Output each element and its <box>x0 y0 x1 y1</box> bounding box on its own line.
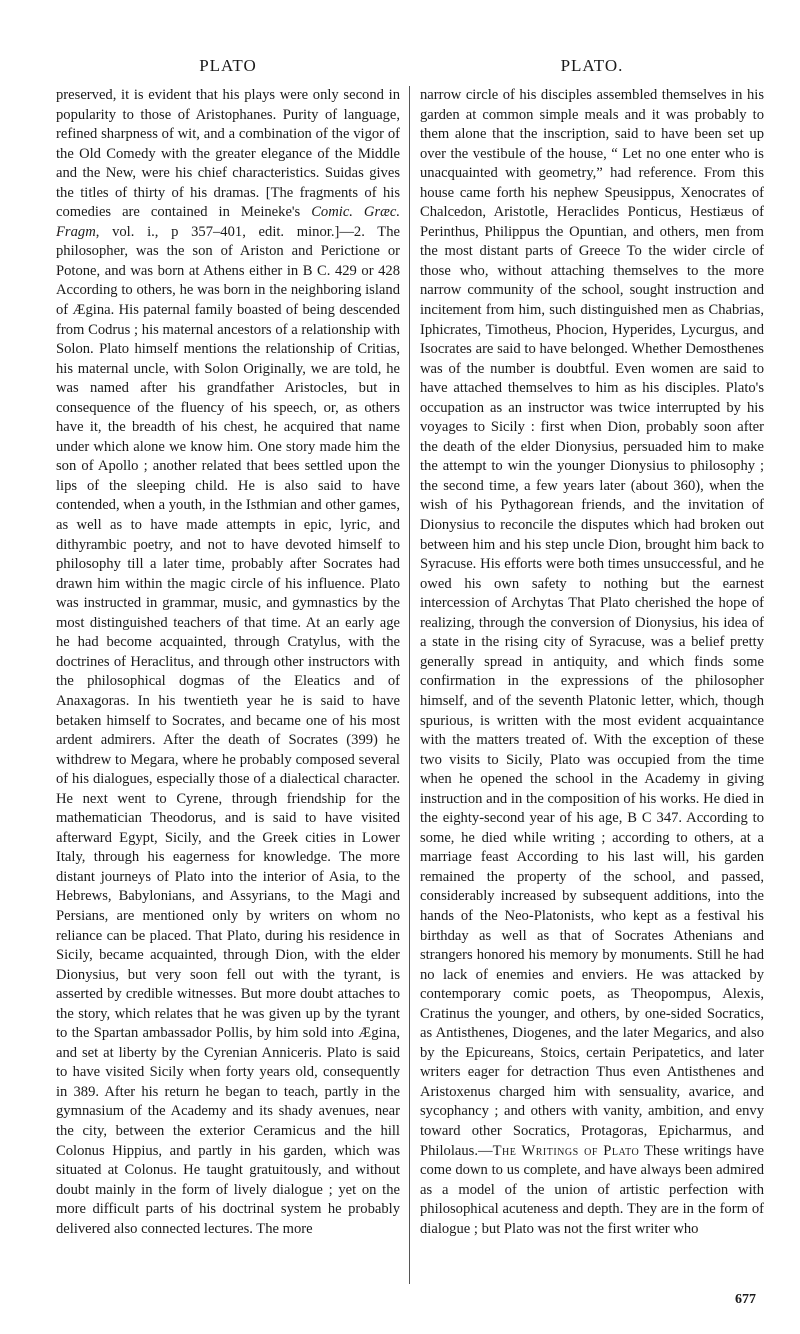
text-column-left <box>56 86 400 1239</box>
body-text: narrow circle of his disciples assembled themselves in his garden at common simple meals and it was probably to them alone that the inscription, said to have been set up over the vestibule of the house, “ Let no one enter who is unacquainted with geometry,” had reference. From this house came forth his nephew Speusippus, Xenocrates of Chalcedon, Aristotle, Heraclides Ponticus, Hestiæus of Perinthus, Philippus the Opuntian, and others, men from the most distant parts of Greece To the wider circle of those who, without attaching themselves to the more narrow community of the school, sought instruction and incitement from him, such distinguished men as Chabrias, Iphicrates, Timotheus, Phocion, Hyperides, Lycurgus, and Isocrates are said to have belonged. Whether Demosthenes was of the number is doubtful. Even women are said to have attached themselves to him as his disciples. Plato's occupation as an instructor was twice interrupted by his voyages to Sicily : first when Dion, probably soon after the death of the elder Dionysius, persuaded him to make the attempt to win the younger Dionysius to philosophy ; the second time, a few years later (about 360), when the wish of his Pythagorean friends, and the invitation of Dionysius to reconcile the disputes which had broken out between him and his step uncle Dion, brought him back to Syracuse. His efforts were both times unsuccessful, and he owed his own safety to nothing but the earnest intercession of Archytas That Plato cherished the hope of realizing, through the conversion of Dionysius, his idea of a state in the rising city of Syracuse, was a belief pretty generally spread in antiquity, and which finds some confirmation in the expressions of the philosopher himself, and of the seventh Platonic letter, which, though spurious, is written with the most evident acquaintance with the matters treated of. With the exception of these two visits to Sicily, Plato was occupied from the time when he opened the school in the Academy in giving instruction and in the composition of his works. He died in the eighty-second year of his age, B C 347. According to some, he died while writing ; according to others, at a marriage feast According to his last will, his garden remained the property of the school, and passed, considerably increased by subsequent additions, into the hands of the Neo-Platonists, who kept as a festival his birthday as well as that of Socrates Athenians and strangers honored his memory by monuments. Still he had no lack of enemies and enviers. He was attacked by contemporary comic poets, as Theopompus, Alexis, Cratinus the younger, and others, by one-sided Socratics, as Antisthenes, Diogenes, and the later Megarics, and also by the Epicureans, Stoics, certain Peripatetics, and later writers eager for detraction Thus even Antisthenes and Aristoxenus charged him with sensuality, avarice, and sycophancy ; and others with vanity, ambition, and envy toward other Socratics, Protagoras, Epicharmus, and Philolaus.— <box>420 87 764 1159</box>
entry-paragraph <box>420 86 764 1239</box>
section-heading: The Writings of Plato <box>492 1142 640 1159</box>
entry-paragraph <box>56 86 400 1239</box>
running-header-left: PLATO <box>199 56 257 75</box>
body-text: , vol. i., p 357–401, edit. minor.]—2. The philosopher, was the son of Ariston and Perictione or Potone, and was born at Athens either in B C. 429 or 428 According to others, he was born in the neighboring island of Ægina. His paternal family boasted of being descended from Codrus ; his maternal ancestors of a relationship with Solon. Plato himself mentions the relationship of Critias, his maternal uncle, with Solon Originally, we are told, he was named after his grandfather Aristocles, but in consequence of the fluency of his speech, or, as others have it, the breadth of his chest, he acquired that name under which alone we know him. One story made him the son of Apollo ; another related that bees settled upon the lips of the sleeping child. He is also said to have contended, when a youth, in the Isthmian and other games, as well as to have made attempts in epic, lyric, and dithyrambic poetry, and not to have devoted himself to philosophy till a later time, probably after Socrates had drawn him within the magic circle of his influence. Plato was instructed in grammar, music, and gymnastics by the most distinguished teachers of that time. At an early age he had become acquainted, through Cratylus, with the doctrines of Heraclitus, and through other instructors with the philosophical dogmas of the Eleatics and of Anaxagoras. In his twentieth year he is said to have betaken himself to Socrates, and became one of his most ardent admirers. After the death of Socrates (399) he withdrew to Megara, where he probably composed several of his dialogues, especially those of a dialectical character. He next went to Cyrene, through friendship for the mathematician Theodorus, and is said to have visited afterward Egypt, Sicily, and the Greek cities in Lower Italy, through his eagerness for knowledge. The more distant journeys of Plato into the interior of Asia, to the Hebrews, Babylonians, and Assyrians, to the Magi and Persians, are mentioned only by writers on whom no reliance can be placed. That Plato, during his residence in Sicily, became acquainted, through Dion, with the elder Dionysius, but very soon fell out with the tyrant, is asserted by credible witnesses. But more doubt attaches to the story, which relates that he was given up by the tyrant to the Spartan ambassador Pollis, by him sold into Ægina, and set at liberty by the Cyrenian Anniceris. Plato is said to have visited Sicily when forty years old, consequently in 389. After his return he began to teach, partly in the gymnasium of the Academy and its shady avenues, near the city, between the exterior Ceramicus and the hill Colonus Hippius, and partly in his garden, which was situated at Colonus. He taught gratuitously, and without doubt mainly in the form of lively dialogue ; yet on the more difficult parts of his doctrinal system he probably delivered also connected lectures. The more <box>56 223 400 1237</box>
running-header-right: PLATO. <box>560 56 624 75</box>
page-number: 677 <box>735 1292 756 1307</box>
column-divider <box>409 86 410 1284</box>
body-text: These writings have come down to us complete, and have always been admired as a model of the union of artistic perfection with philosophical acuteness and depth. They are in the form of dialogue ; but Plato was not the first writer who <box>420 1142 764 1237</box>
running-headers <box>56 56 764 84</box>
citation-title: Comic. Græc. Fragm <box>56 204 400 240</box>
body-text: preserved, it is evident that his plays were only second in popularity to those of Aristophanes. Purity of language, refined sharpness of wit, and a combination of the vigor of the Old Comedy with the greater elegance of the Middle and the New, were his chief characteristics. Suidas gives the titles of thirty of his dramas. [The fragments of his comedies are contained in Meineke's <box>56 87 400 221</box>
page <box>56 56 764 1316</box>
text-column-right <box>420 86 764 1239</box>
